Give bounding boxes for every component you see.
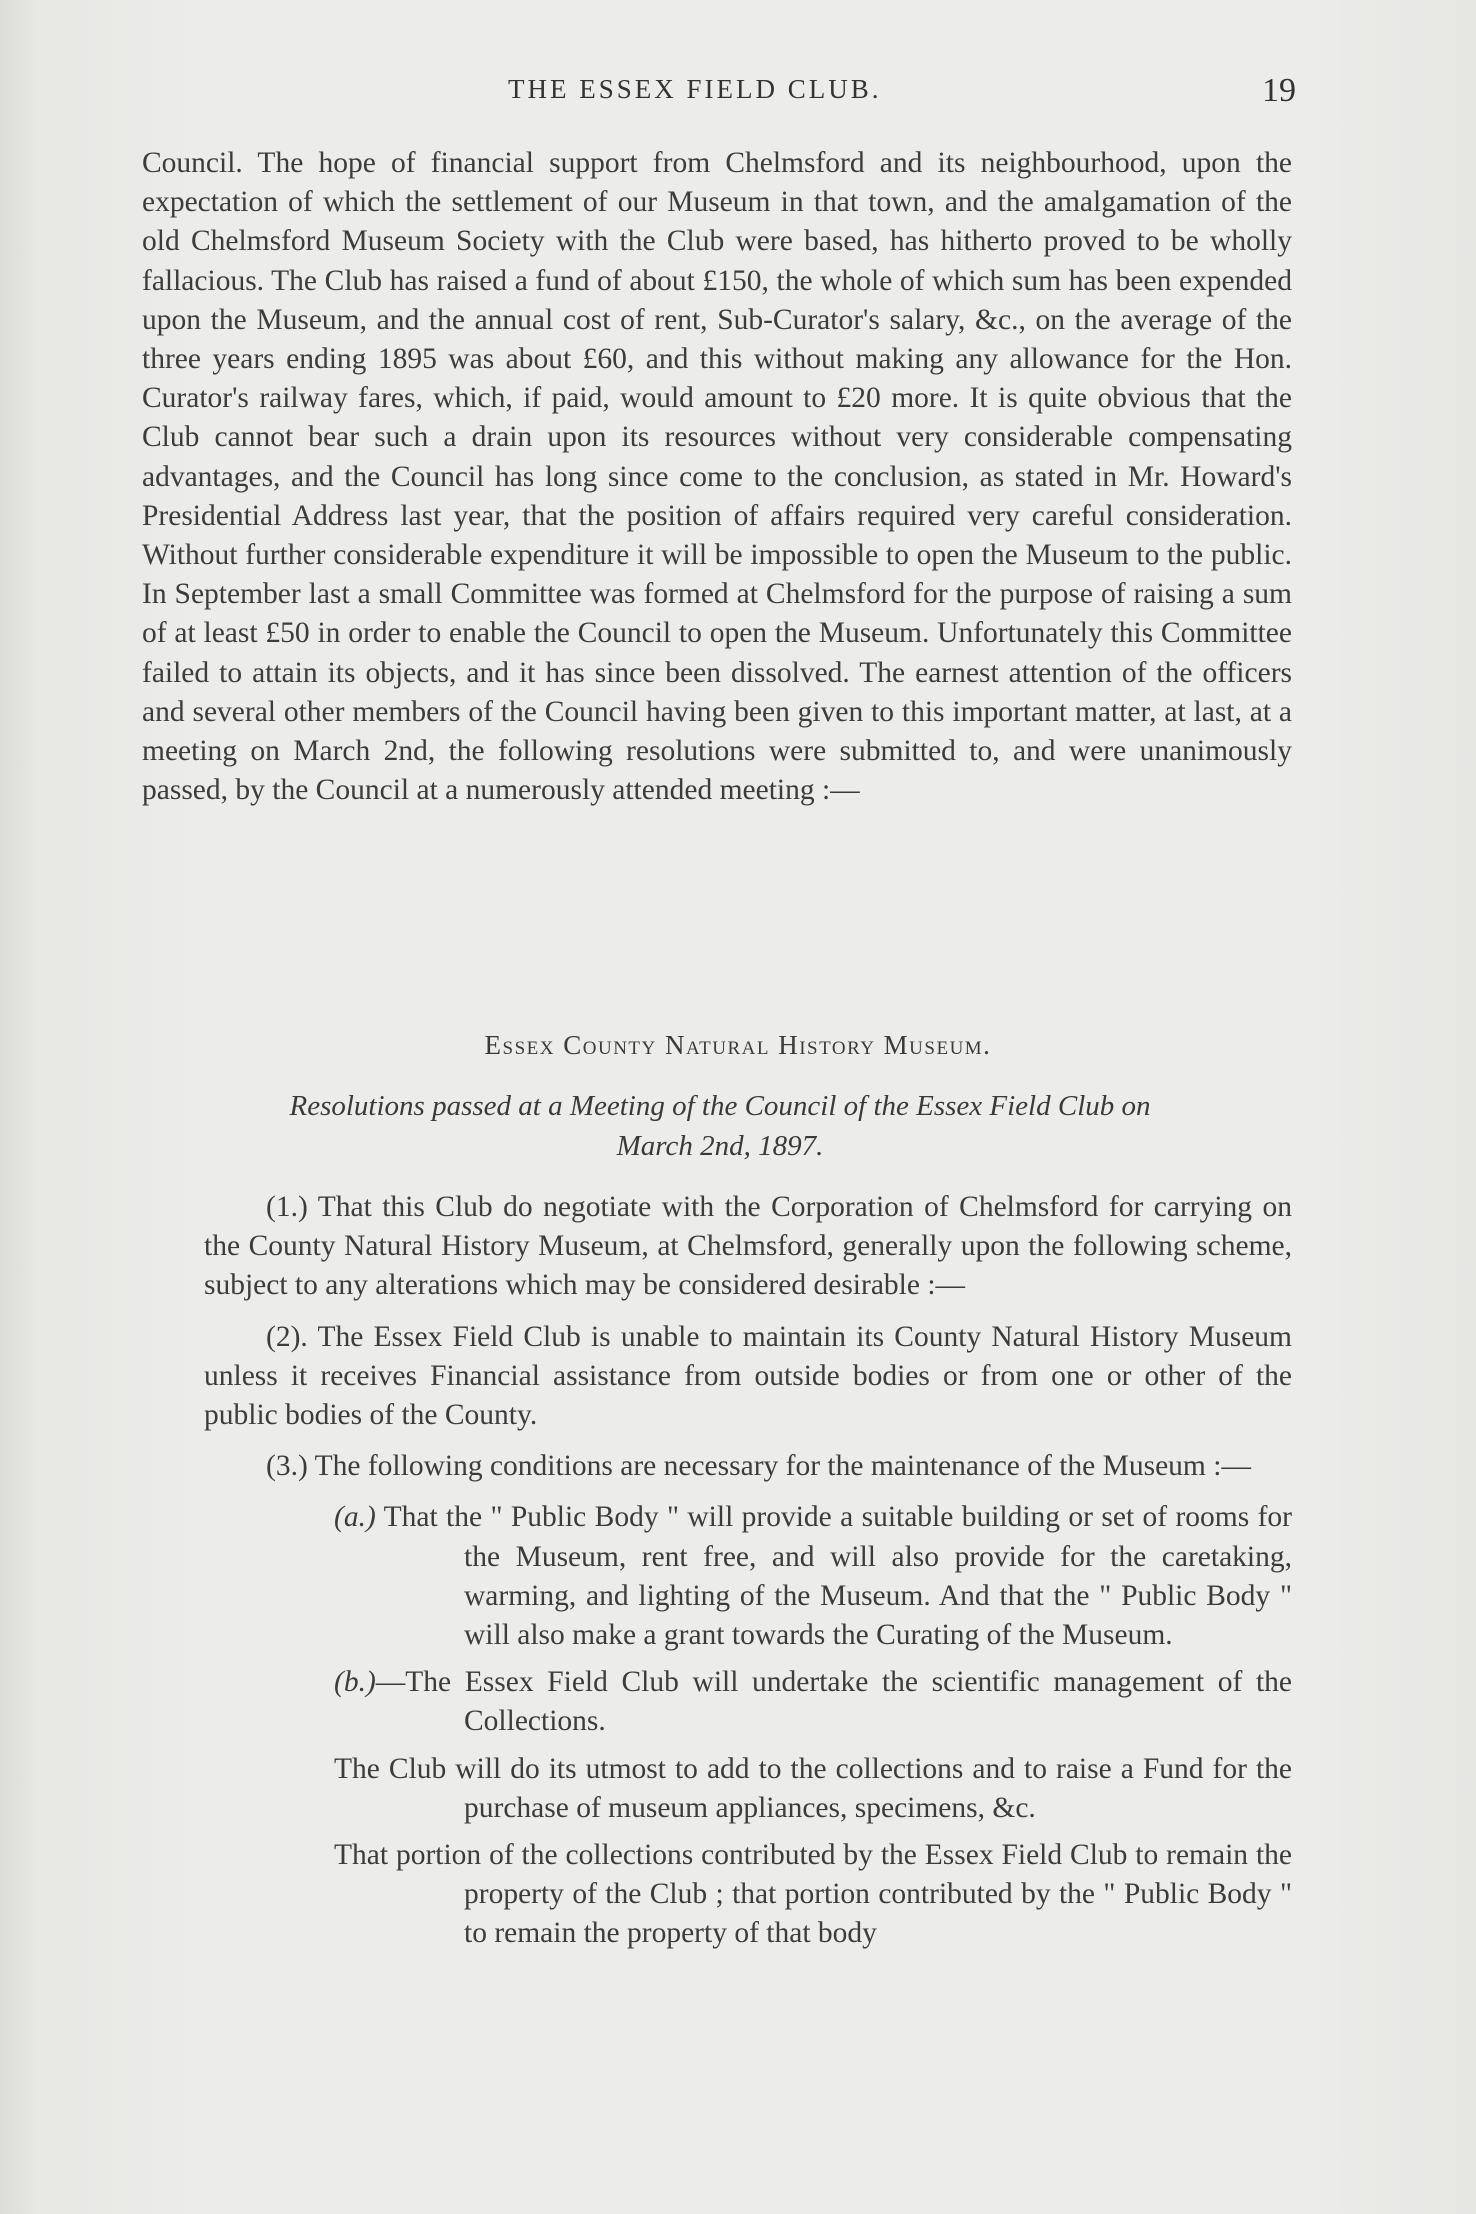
condition-a [204,1498,1292,1655]
page-number: 19 [1262,72,1296,109]
section-heading: Essex County Natural History Museum. [484,1030,992,1060]
condition-b-label: (b.) [334,1666,376,1699]
condition-collections-text: The Club will do its utmost to add to the collections and to raise a Fund for the purchase of museum appliances, specimens, &c. [334,1752,1292,1824]
condition-property [204,1836,1292,1954]
condition-collections [204,1750,1292,1828]
section-subheading [170,1086,1270,1166]
condition-a-label: (a.) [334,1501,376,1534]
resolution-2: (2). The Essex Field Club is unable to maintain its County Natural History Museum unless it receives Financial assistance from outside bodies or from one or other of the public bodies of the County. [204,1320,1292,1432]
resolutions-list [204,1188,1292,1962]
condition-property-text: That portion of the collections contributed by the Essex Field Club to remain the property of the Club ; that portion contributed by the " Public Body " to remain the property of that body [334,1839,1292,1950]
condition-b-text: —The Essex Field Club will undertake the scientific management of the Collections. [375,1666,1292,1738]
resolution-3: (3.) The following conditions are necessary for the maintenance of the Museum :— [266,1450,1251,1483]
body-text [142,144,1292,810]
running-title: THE ESSEX FIELD CLUB. [508,74,882,104]
subheading-line-1: Resolutions passed at a Meeting of the Council of the Essex Field Club on [289,1090,1151,1122]
running-head [0,74,1476,114]
condition-a-text: That the " Public Body " will provide a suitable building or set of rooms for the Museum, rent free, and will also provide for the caretaking, warming, and lighting of the Museum. And that the " Public Body " will also make a grant towards the Curating of the Museum. [375,1501,1292,1652]
body-paragraph: Council. The hope of financial support from Chelmsford and its neighbourhood, upon the expectation of which the settlement of our Museum in that town, and the amalgamation of the old Chelmsford Museum Society with the Club were based, has hitherto proved to be wholly fallacious. The Club has raised a fund of about £150, the whole of which sum has been expended upon the Museum, and the annual cost of rent, Sub-Curator's salary, &c., on the average of the three years ending 1895 was about £60, and this without making any allowance for the Hon. Curator's railway fares, which, if paid, would amount to £20 more. It is quite obvious that the Club cannot bear such a drain upon its resources without very considerable compensating advantages, and the Council has long since come to the conclusion, as stated in Mr. Howard's Presidential Address last year, that the position of affairs required very careful consideration. Without further considerable expenditure it will be impossible to open the Museum to the public. In September last a small Committee was formed at Chelmsford for the purpose of raising a sum of at least £50 in order to enable the Council to open the Museum. Unfortunately this Committee failed to attain its objects, and it has since been dissolved. The earnest attention of the officers and several other members of the Council having been given to this important matter, at last, at a meeting on March 2nd, the following resolutions were submitted to, and were unanimously passed, by the Council at a numerously attended meeting :— [142,147,1292,807]
condition-b [204,1663,1292,1741]
resolution-1: (1.) That this Club do negotiate with the Corporation of Chelmsford for carrying on the County Natural History Museum, at Chelmsford, generally upon the following scheme, subject to any alterations which may be considered desirable :— [204,1191,1292,1302]
subheading-line-2: March 2nd, 1897. [616,1130,824,1162]
